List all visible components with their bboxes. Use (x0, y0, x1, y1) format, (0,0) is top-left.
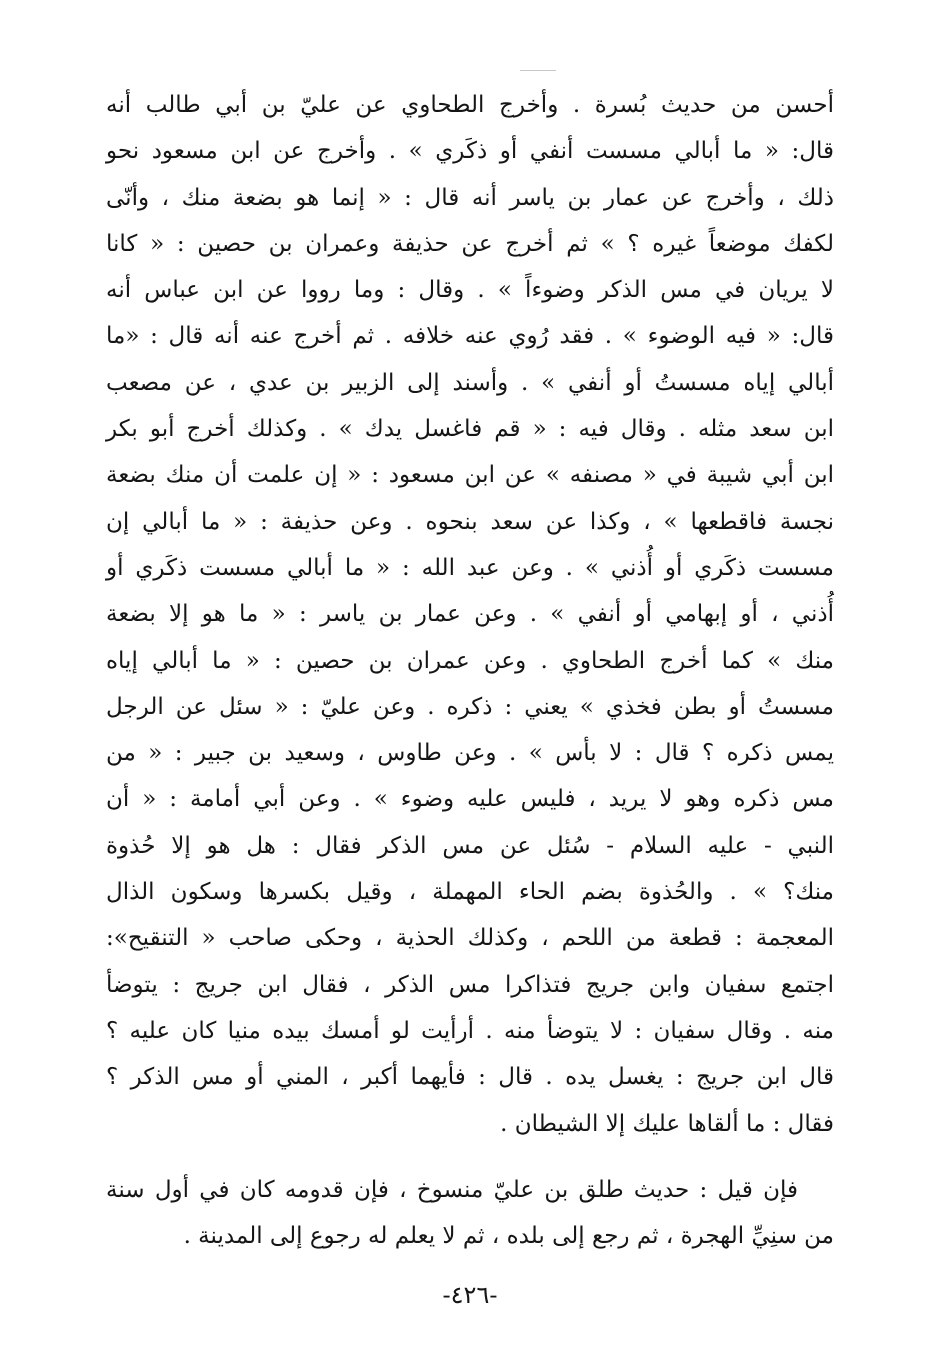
text-line: المعجمة : قطعة من اللحم ، وكذلك الحذية ، وحكى صاحب « التنقيح»: (106, 925, 834, 952)
text-line: أُذني ، أو إبهامي أو أنفي » . وعن عمار بن ياسر : « ما هو إلا بضعة (106, 601, 834, 628)
page-number: -٤٢٦- (442, 1281, 498, 1309)
text-line: مس ذكره وهو لا يريد ، فليس عليه وضوء » . وعن أبي أمامة : « أن (106, 786, 834, 813)
text-line: ذلك ، وأخرج عن عمار بن ياسر أنه قال : « إنما هو بضعة منك ، وأنّى (106, 184, 834, 211)
text-line: من سنِيِّ الهجرة ، ثم رجع إلى بلده ، ثم لا يعلم له رجوع إلى المدينة . (183, 1223, 834, 1250)
text-line: اجتمع سفيان وابن جريج فتذاكرا مس الذكر ، فقال ابن جريج : يتوضأ (106, 971, 834, 998)
text-line: فقال : ما ألقاها عليك إلا الشيطان . (500, 1110, 834, 1137)
text-line: أبالي إياه مسستُ أو أنفي » . وأسند إلى الزبير بن عدي ، عن مصعب (106, 369, 834, 396)
top-scan-mark (520, 70, 556, 71)
text-line: قال: « فيه الوضوء » . فقد رُوي عنه خلافه . ثم أخرج عنه أنه قال : «ما (106, 323, 834, 350)
paragraph-1 (106, 82, 834, 1147)
text-line: فإن قيل : حديث طلق بن عليّ منسوخ ، فإن قدومه كان في أول سنة (106, 1176, 798, 1203)
page-body (106, 82, 834, 1259)
text-line: أحسن من حديث بُسرة . وأخرج الطحاوي عن عليّ بن أبي طالب أنه (106, 92, 834, 118)
text-line: نجسة فاقطعها » ، وكذا عن سعد بنحوه . وعن حذيفة : « ما أبالي إن (106, 508, 834, 535)
text-line: مسستُ أو بطن فخذي » يعني : ذكره . وعن عليّ : « سئل عن الرجل (106, 693, 834, 720)
text-line: قال ابن جريج : يغسل يده . قال : فأيهما أكبر ، المني أو مس الذكر ؟ (106, 1064, 834, 1091)
text-line: منه . وقال سفيان : لا يتوضأ منه . أرأيت لو أمسك بيده منيا كان عليه ؟ (106, 1017, 834, 1044)
text-line: قال: « ما أبالي مسست أنفي أو ذكَري » . وأخرج عن ابن مسعود نحو (106, 138, 834, 165)
text-line: ابن أبي شيبة في « مصنفه » عن ابن مسعود : « إن علمت أن منك بضعة (106, 462, 834, 489)
text-line: منك؟ » . والحُذوة بضم الحاء المهملة ، وقيل بكسرها وسكون الذال (106, 879, 834, 906)
text-line: ابن سعد مثله . وقال فيه : « قم فاغسل يدك » . وكذلك أخرج أبو بكر (106, 416, 834, 443)
paragraph-2 (106, 1167, 834, 1260)
text-line: يمس ذكره ؟ قال : لا بأس » . وعن طاوس ، وسعيد بن جبير : « من (106, 740, 834, 767)
text-line: مسست ذكَري أو أُذني » . وعن عبد الله : « ما أبالي مسست ذكَري أو (106, 554, 834, 581)
text-line: النبي - عليه السلام - سُئل عن مس الذكر فقال : هل هو إلا حُذوة (106, 832, 834, 859)
text-line: لا يريان في مس الذكر وضوءاً » . وقال : وما رووا عن ابن عباس أنه (106, 277, 834, 304)
text-line: منك » كما أخرج الطحاوي . وعن عمران بن حصين : « ما أبالي إياه (106, 647, 834, 674)
paragraph-gap (106, 1147, 834, 1167)
text-line: لكفك موضعاً غيره ؟ » ثم أخرج عن حذيفة وعمران بن حصين : « كانا (106, 230, 834, 257)
